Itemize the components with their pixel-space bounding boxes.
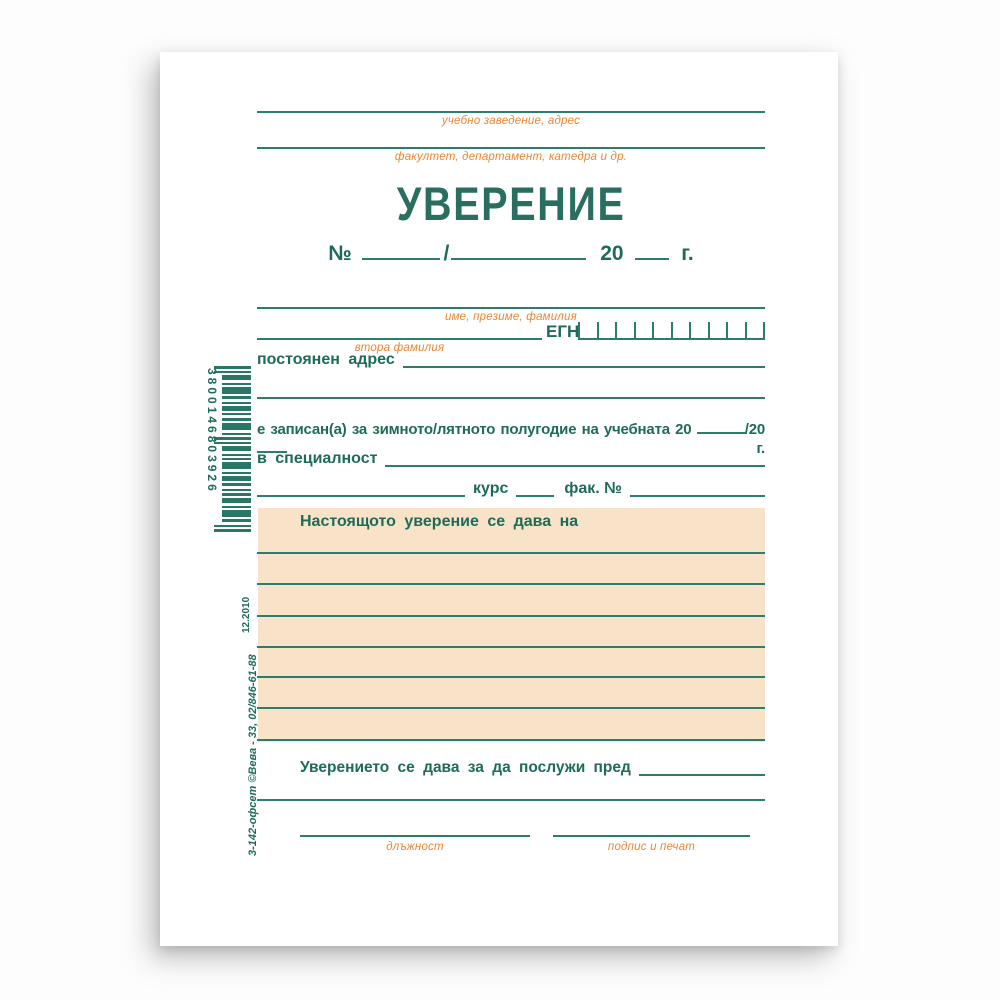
faculty-number-label: фак. № (564, 480, 623, 497)
egn-digit-cell (597, 322, 616, 338)
barcode-stripe (214, 366, 251, 369)
name-write-line (257, 307, 765, 309)
barcode-stripe (222, 476, 251, 481)
egn-digit-cell (652, 322, 671, 338)
barcode-stripe (214, 525, 251, 527)
course-row (257, 479, 765, 499)
institution-write-line (257, 111, 765, 113)
year-blank (635, 240, 669, 260)
year-suffix: г. (681, 241, 694, 265)
specialty-label: в специалност (257, 450, 378, 467)
egn-comb (578, 322, 765, 340)
barcode-stripe (222, 387, 251, 394)
barcode-stripe (222, 506, 251, 508)
form-title: УВЕРЕНИЕ (396, 177, 626, 230)
barcode-stripe (222, 418, 251, 421)
address-row (257, 350, 765, 370)
egn-digit-cell (671, 322, 690, 338)
faculty-label: факултет, департамент, катедра и др. (394, 151, 628, 163)
enrolled-text: е записан(а) за зимното/лятното полугодие на учебната (257, 421, 670, 438)
position-label: длъжност (386, 841, 444, 853)
address-write-line (403, 366, 765, 368)
issued-to-block (258, 508, 765, 742)
second-surname-write-line (257, 338, 542, 340)
faculty-number-blank (630, 495, 765, 497)
barcode-stripe (222, 446, 251, 451)
position-write-line (300, 835, 530, 837)
ruled-line (257, 676, 765, 678)
barcode-stripe (222, 396, 251, 399)
ruled-line (257, 646, 765, 648)
barcode-stripe (222, 423, 251, 430)
enrolled-century2: /20 (744, 421, 766, 438)
address-label: постоянен адрес (257, 351, 395, 368)
egn-digit-cell (726, 322, 745, 338)
egn-label: ЕГН (546, 322, 580, 341)
barcode-stripe (222, 510, 251, 517)
egn-digit-cell (708, 322, 727, 338)
number-row (257, 240, 765, 266)
course-label: курс (473, 480, 509, 497)
certificate-form-paper (160, 52, 838, 946)
barcode-stripe (214, 442, 251, 444)
barcode-stripe (214, 529, 251, 532)
barcode-stripe (222, 472, 251, 474)
enrolled-year-blank-1 (697, 421, 745, 435)
barcode-stripe (222, 458, 251, 460)
year-century: 20 (600, 241, 624, 265)
barcode-stripe (222, 406, 251, 411)
barcode-stripe (214, 371, 251, 373)
barcode-stripe (222, 493, 251, 496)
barcode-stripe (214, 437, 251, 440)
egn-digit-cell (615, 322, 634, 338)
purpose-write-line (639, 774, 765, 776)
barcode-stripe (222, 483, 251, 486)
barcode-stripe (222, 462, 251, 469)
barcode-stripe (222, 413, 251, 415)
faculty-write-line (257, 147, 765, 149)
purpose-label: Уверението се дава за да послужи пред (300, 759, 631, 776)
ruled-line (257, 615, 765, 617)
course-blank (516, 495, 554, 497)
barcode-number: 3800146803926 (205, 368, 219, 494)
barcode-stripe (222, 498, 251, 503)
egn-digit-cell (634, 322, 653, 338)
enrolled-year-suffix: г. (756, 440, 765, 457)
barcode-stripe (222, 375, 251, 380)
barcode (214, 366, 251, 532)
barcode-stripe (222, 519, 251, 522)
barcode-stripe (222, 433, 251, 435)
specialty-row (257, 449, 765, 469)
egn-digit-cell (745, 322, 766, 338)
number-blank (362, 240, 440, 260)
second-surname-label: втора фамилия (354, 342, 445, 354)
ruled-line (257, 552, 765, 554)
ruled-line (257, 583, 765, 585)
address-write-line-2 (257, 397, 765, 399)
barcode-stripe (222, 383, 251, 385)
specialty-write-line (385, 465, 765, 467)
barcode-stripe (222, 402, 251, 404)
enrolled-century1: 20 (675, 421, 692, 438)
print-date-code: 12.2010 (241, 596, 252, 633)
name-label: име, презиме, фамилия (445, 311, 577, 323)
barcode-stripe (222, 489, 251, 491)
institution-label: учебно заведение, адрес (441, 115, 581, 127)
purpose-row (257, 758, 765, 778)
number-sign: № (328, 241, 352, 265)
issued-to-label: Настоящото уверение се дава на (300, 513, 579, 530)
ruled-line (257, 739, 765, 741)
specialty-write-line-2 (257, 495, 465, 497)
signature-stamp-label: подпис и печат (607, 841, 696, 853)
barcode-stripe (222, 454, 251, 457)
purpose-write-line-2 (257, 799, 765, 801)
ruled-line (257, 707, 765, 709)
signature-write-line (553, 835, 750, 837)
egn-digit-cell (578, 322, 597, 338)
number-slash: / (443, 241, 450, 265)
number-blank-2 (451, 240, 586, 260)
egn-digit-cell (689, 322, 708, 338)
printer-imprint: 3-142-офсет ©Вева - 33, 02/846-61-88 (247, 654, 259, 856)
